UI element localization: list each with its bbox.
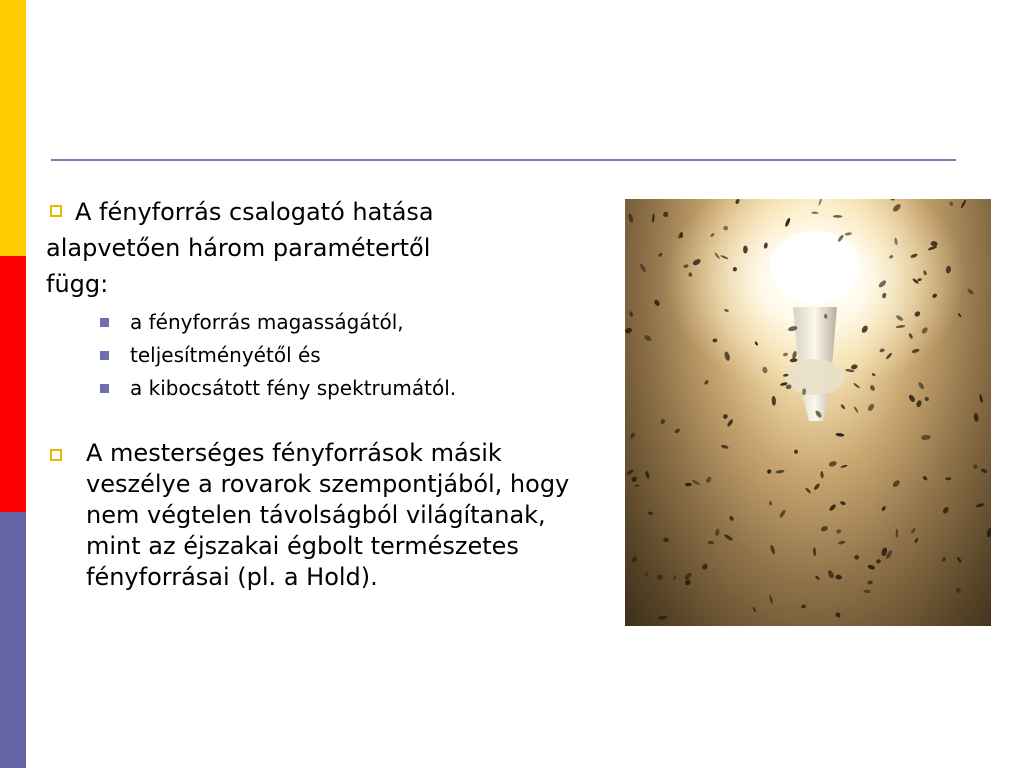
accent-bar-red	[0, 256, 26, 512]
sub-bullet-item	[100, 339, 606, 372]
lamp-photo	[625, 199, 991, 626]
sub-bullet-item	[100, 306, 606, 339]
sub-bullet-list	[46, 306, 606, 405]
wall-lamp-with-insects-photo	[625, 199, 991, 626]
square-bullet-icon	[100, 384, 109, 393]
sub-bullet-text: a fényforrás magasságától,	[130, 310, 404, 334]
square-bullet-icon	[100, 351, 109, 360]
bullet-1-line-2: alapvetően három paramétertől	[46, 234, 431, 262]
title-divider	[51, 159, 956, 161]
bullet-2-text: A mesterséges fényforrások másik veszélye a rovarok szempontjából, hogy nem végtelen távolságból világítanak, mint az éjszakai égbolt természetes fényforrásai (pl. a Hold).	[86, 439, 570, 591]
bullet-1-line-3: függ:	[46, 270, 109, 298]
bullet-2	[46, 438, 606, 593]
sub-bullet-text: a kibocsátott fény spektrumától.	[130, 376, 457, 400]
accent-bar-yellow	[0, 0, 26, 256]
sub-bullet-item	[100, 372, 606, 405]
bullet-1	[46, 194, 606, 302]
slide-body	[46, 194, 606, 593]
sub-bullet-text: teljesítményétől és	[130, 343, 321, 367]
hollow-square-bullet-icon	[50, 449, 62, 461]
hollow-square-bullet-icon	[50, 205, 62, 217]
bullet-1-line-1: A fényforrás csalogató hatása	[75, 198, 434, 226]
accent-bar-purple	[0, 512, 26, 768]
square-bullet-icon	[100, 318, 109, 327]
